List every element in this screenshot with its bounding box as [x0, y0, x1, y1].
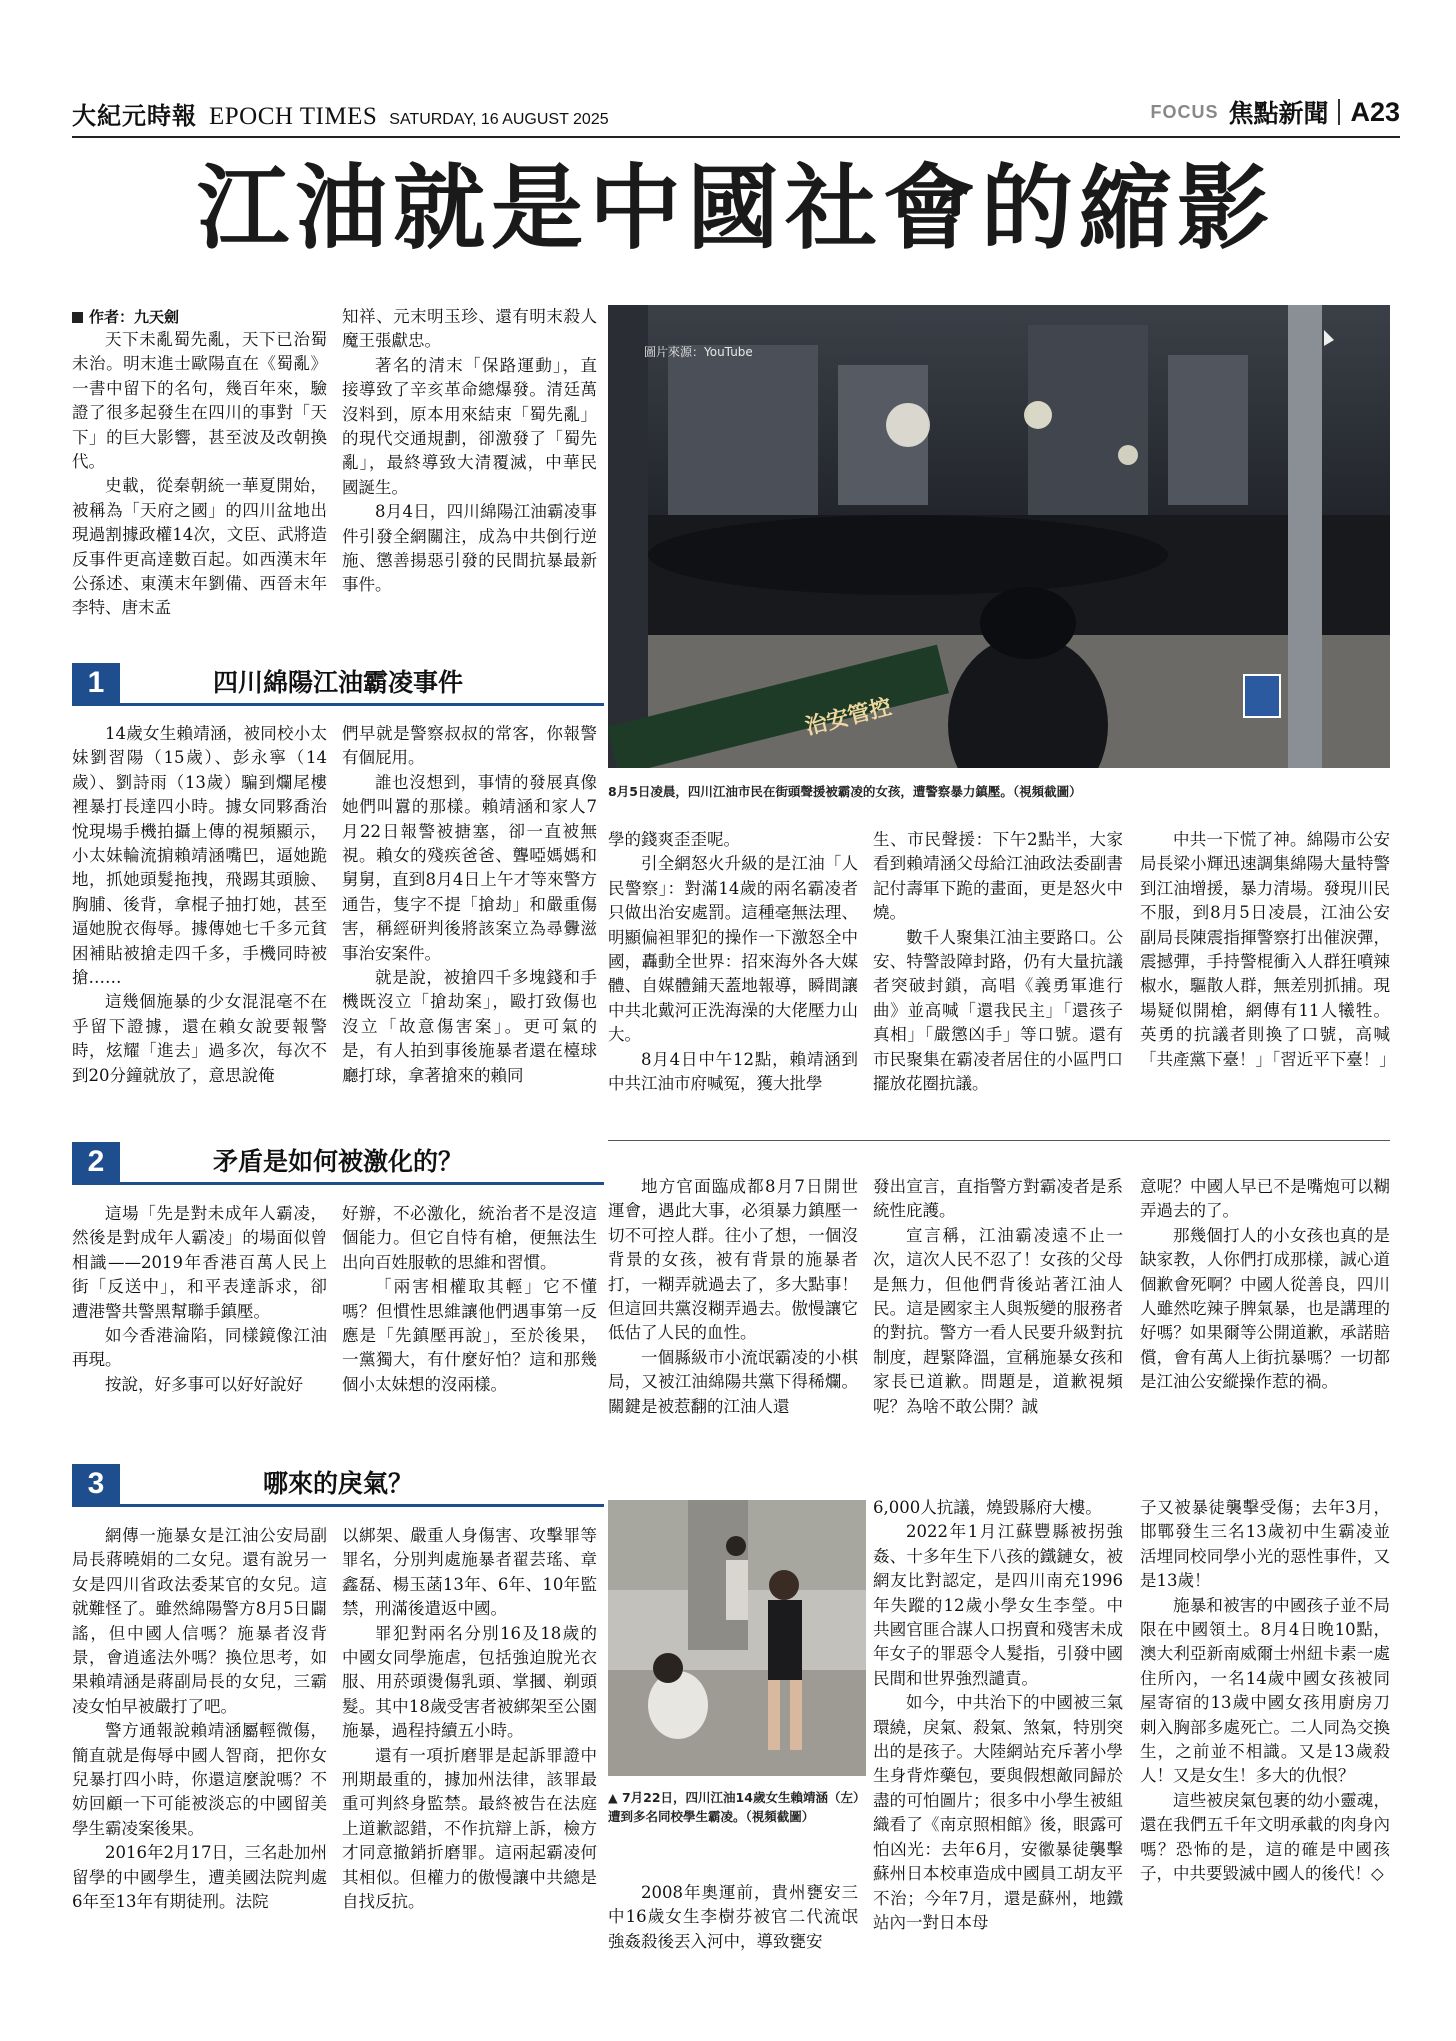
section-2-column-5	[1140, 1175, 1390, 1395]
paragraph: 8月4日中午12點，賴靖涵到中共江油市府喊冤，獲大批學	[608, 1049, 858, 1094]
paragraph: 如今香港淪陷，同樣鏡像江油再現。	[72, 1326, 327, 1370]
paragraph: 以綁架、嚴重人身傷害、攻擊罪等罪名，分別判處施暴者翟芸瑤、章鑫磊、楊玉菡13年、6年、10年監禁，刑滿後遣返中國。	[342, 1526, 597, 1619]
masthead-rule	[72, 136, 1400, 138]
section-1-column-3	[608, 828, 858, 1096]
paragraph: 知祥、元末明玉珍、還有明末殺人魔王張獻忠。	[342, 307, 597, 351]
section-3-column-5	[1140, 1496, 1390, 1887]
photo-caption: 8月5日凌晨，四川江油市民在街頭聲援被霸凌的女孩，遭警察暴力鎮壓。（視頻截圖）	[608, 784, 1082, 799]
divider-rule	[608, 1140, 1390, 1141]
paragraph: 按說，好多事可以好好說好	[105, 1374, 303, 1394]
paragraph: 史載，從秦朝統一華夏開始，被稱為「天府之國」的四川盆地出現過割據政權14次，文臣、武將造反事件更高達數百起。如西漢末年公孫述、東漢末年劉備、西晉末年李特、唐末孟	[72, 476, 327, 618]
paragraph: 罪犯對兩名分別16及18歲的中國女同學施虐，包括強迫脫光衣服、用菸頭燙傷乳頭、掌摑、剃頭髮。其中18歲受害者被綁架至公園施暴，過程持續五小時。	[342, 1623, 597, 1741]
section-number: 2	[72, 1142, 120, 1182]
paragraph: 如今，中共治下的中國被三氣環繞，戾氣、殺氣、煞氣，特別突出的是孩子。大陸網站充斥著小學生身背炸藥包，要與假想敵同歸於盡的可怕圖片；很多中小學生被組織看了《南京照相館》後，眼露可怕凶光：去年6月，安徽暴徒襲擊蘇州日本校車造成中國員工胡友平不治；今年7月，還是蘇州，地鐵站內一對日本母	[873, 1693, 1123, 1932]
paragraph: 這場「先是對未成年人霸凌，然後是對成年人霸凌」的場面似曾相識——2019年香港百萬人民上街「反送中」，和平表達訴求，卻遭港警共警黑幫聯手鎮壓。	[72, 1204, 327, 1321]
section-title: 哪來的戾氣？	[262, 1469, 413, 1498]
section-title: 矛盾是如何被激化的？	[212, 1147, 463, 1176]
paragraph: 子又被暴徒襲擊受傷；去年3月，邯鄲發生三名13歲初中生霸凌並活埋同校同學小光的惡性事件，又是13歲！	[1140, 1498, 1390, 1591]
section-number: 3	[72, 1464, 120, 1504]
masthead-name-en: EPOCH TIMES	[209, 103, 378, 130]
header-divider	[1338, 99, 1340, 125]
photo-sign-text: 治安管控	[802, 694, 895, 741]
bullying-photo-art	[608, 1500, 866, 1776]
paragraph: 施暴和被害的中國孩子並不局限在中國領土。8月4日晚10點，澳大利亞新南威爾士州紐卡素一處住所內，一名14歲中國女孩被同屋寄宿的13歲中國女孩用廚房刀刺入胸部多處死亡。二人同為交換生，之前並不相識。又是13歲殺人！又是女生！多大的仇恨？	[1140, 1595, 1390, 1786]
protest-photo-art	[608, 305, 1390, 768]
headline: 江油就是中國社會的縮影	[196, 154, 1275, 262]
paragraph: 這些被戾氣包裹的幼小靈魂，還在我們五千年文明承載的肉身內嗎？恐怖的是，這的確是中國孩子，中共要毀滅中國人的後代！◇	[1140, 1790, 1390, 1884]
photo-caption-2: ▲ 7月22日，四川江油14歲女生賴靖涵（左）遭到多名同校學生霸凌。（視頻截圖）	[608, 1790, 866, 1824]
photo-source: 圖片來源：YouTube	[644, 345, 753, 359]
paragraph: 2022年1月江蘇豐縣被拐強姦、十多年生下八孩的鐵鏈女，被網友比對認定，是四川南充1996年失蹤的12歲小學女生李瑩。中共國官匪合謀人口拐賣和殘害未成年女子的罪惡令人髮指，引發中國民間和世界強烈譴責。	[873, 1522, 1123, 1688]
masthead-date: SATURDAY, 16 AUGUST 2025	[389, 111, 609, 128]
paragraph: 著名的清末「保路運動」，直接導致了辛亥革命總爆發。清廷萬沒料到，原本用來結束「蜀先亂」的現代交通規劃，卻激發了「蜀先亂」，最終導致大清覆滅，中華民國誕生。	[342, 355, 597, 497]
paragraph: 網傳一施暴女是江油公安局副局長蔣曉娟的二女兒。還有說另一女是四川省政法委某官的女兒。這就難怪了。雖然綿陽警方8月5日闢謠，但中國人信嗎？施暴者沒背景，會逍遙法外嗎？換位思考，如果賴靖涵是蔣副局長的女兒，三霸凌女怕早被嚴打了吧。	[72, 1526, 327, 1716]
paragraph: 「兩害相權取其輕」它不懂嗎？但慣性思維讓他們遇事第一反應是「先鎮壓再說」，至於後果，一黨獨大，有什麼好怕？這和那幾個小太妹想的沒兩樣。	[342, 1277, 597, 1394]
paragraph: 2016年2月17日，三名赴加州留學的中國學生，遭美國法院判處6年至13年有期徒刑。法院	[72, 1843, 327, 1912]
masthead-name-cn: 大紀元時報	[72, 101, 197, 130]
bullying-photo	[608, 1500, 866, 1776]
section-2-heading	[72, 1142, 604, 1185]
section-3-column-4	[873, 1496, 1123, 1935]
paragraph: 這幾個施暴的少女混混毫不在乎留下證據，還在賴女說要報警時，炫耀「進去」過多次，每次不到20分鐘就放了，意思說俺	[72, 992, 327, 1085]
section-2-column-3	[608, 1175, 858, 1419]
page-number: A23	[1350, 96, 1400, 127]
paragraph: 還有一項折磨罪是起訴罪證中刑期最重的，據加州法律，該罪最重可判終身監禁。最終被告在法庭上道歉認錯，不作抗辯上訴，檢方才同意撤銷折磨罪。這兩起霸凌何其相似。但權力的傲慢讓中共總是自找反抗。	[342, 1745, 597, 1912]
masthead	[72, 96, 609, 130]
paragraph: 學的錢爽歪歪呢。	[608, 830, 740, 849]
paragraph: 好辦，不必激化，統治者不是沒這個能力。但它自恃有槍，便無法生出向百姓服軟的思維和習慣。	[342, 1204, 597, 1272]
section-name: 焦點新聞	[1228, 99, 1329, 128]
section-3-heading	[72, 1464, 604, 1507]
paragraph: 8月4日，四川綿陽江油霸凌事件引發全網關注，成為中共倒行逆施、懲善揚惡引發的民間抗暴最新事件。	[342, 502, 597, 595]
paragraph: 宣言稱，江油霸凌遠不止一次，這次人民不忍了！女孩的父母是無力，但他們背後站著江油人民。這是國家主人與叛變的服務者的對抗。警方一看人民要升級對抗制度，趕緊降溫，宣稱施暴女孩和家長已道歉。問題是，道歉視頻呢？為啥不敢公開？誠	[873, 1225, 1123, 1416]
paragraph: 發出宣言，直指警方對霸凌者是系統性庇護。	[873, 1177, 1123, 1221]
paragraph: 2008年奧運前，貴州甕安三中16歲女生李樹芬被官二代流氓強姦殺後丟入河中，導致甕安	[608, 1883, 858, 1951]
paragraph: 們早就是警察叔叔的常客，你報警有個屁用。	[342, 724, 597, 768]
paragraph: 14歲女生賴靖涵，被同校小太妹劉習陽（15歲）、彭永寧（14歲）、劉詩雨（13歲）騙到爛尾樓裡暴打長達四小時。據女同夥喬治悅現場手機拍攝上傳的視頻顯示，小太妹輪流掮賴靖涵嘴巴，逼她跪地，抓她頭髮拖拽，飛踢其頭臉、胸脯、後背，拿棍子抽打她，甚至逼她脫衣侮辱。據傳她七千多元貧困補貼被搶走四千多，手機同時被搶……	[72, 724, 327, 988]
paragraph: 天下未亂蜀先亂，天下已治蜀未治。明末進士歐陽直在《蜀亂》一書中留下的名句，幾百年來，驗證了很多起發生在四川的事對「天下」的巨大影響，甚至波及改朝換代。	[72, 330, 327, 472]
protest-photo	[608, 305, 1390, 768]
section-3-column-2	[342, 1524, 597, 1915]
byline	[72, 306, 179, 327]
paragraph: 引全網怒火升級的是江油「人民警察」：對滿14歲的兩名霸凌者只做出治安處罰。這種毫無法理、明顯偏袒罪犯的操作一下激怒全中國，轟動全世界：招來海外各大媒體、自媒體鋪天蓋地報導，瞬間讓中共北戴河正洗海澡的大佬壓力山大。	[608, 854, 858, 1045]
paragraph: 一個縣級市小流氓霸凌的小棋局，又被江油綿陽共黨下得稀爛。關鍵是被惹翻的江油人還	[608, 1347, 858, 1416]
paragraph: 就是說，被搶四千多塊錢和手機既沒立「搶劫案」，毆打致傷也沒立「故意傷害案」。更可氣的是，有人拍到事後施暴者還在檯球廳打球，拿著搶來的賴同	[342, 968, 597, 1085]
section-title: 四川綿陽江油霸凌事件	[212, 668, 463, 697]
paragraph: 6,000人抗議，燒毀縣府大樓。	[873, 1498, 1102, 1517]
byline-square-icon	[72, 312, 83, 323]
section-2-column-2	[342, 1202, 597, 1397]
section-3-column-3	[608, 1881, 858, 1954]
section-1-column-1	[72, 722, 327, 1088]
byline-text: 作者：九天劍	[89, 308, 180, 326]
section-3-column-1	[72, 1524, 327, 1915]
section-1-column-2	[342, 722, 597, 1088]
paragraph: 那幾個打人的小女孩也真的是缺家教，人你們打成那樣，誠心道個歉會死啊？中國人從善良，四川人雖然吃辣子脾氣暴，也是講理的好嗎？如果爾等公開道歉，承諾賠償，會有萬人上街抗暴嗎？一切都是江油公安縱操作惹的禍。	[1140, 1225, 1390, 1392]
paragraph: 地方官面臨成都8月7日開世運會，遇此大事，必須暴力鎮壓一切不可控人群。往小了想，一個沒背景的女孩，被有背景的施暴者打，一糊弄就過去了，多大點事！但這回共黨沒糊弄過去。傲慢讓它低估了人民的血性。	[608, 1177, 858, 1343]
section-number: 1	[72, 663, 120, 703]
focus-label: FOCUS	[1150, 101, 1219, 122]
intro-column-1	[72, 328, 327, 621]
paragraph: 警方通報說賴靖涵屬輕微傷，簡直就是侮辱中國人智商，把你女兒暴打四小時，你還這麼說嗎？不妨回顧一下可能被淡忘的中國留美學生霸凌案後果。	[72, 1721, 327, 1838]
section-header	[1150, 94, 1400, 130]
section-2-column-1	[72, 1202, 327, 1397]
section-1-column-5	[1140, 828, 1396, 1072]
paragraph: 數千人聚集江油主要路口。公安、特警設障封路，仍有大量抗議者突破封鎖，高唱《義勇軍進行曲》並高喊「還我民主」「還孩子真相」「嚴懲凶手」等口號。還有市民聚集在霸凌者居住的小區門口擺放花圈抗議。	[873, 927, 1123, 1094]
paragraph: 生、市民聲援：下午2點半，大家看到賴靖涵父母給江油政法委副書記付壽軍下跪的畫面，更是怒火中燒。	[873, 830, 1123, 923]
paragraph: 誰也沒想到，事情的發展真像她們叫囂的那樣。賴靖涵和家人7月22日報警被搪塞，卻一直被無視。賴女的殘疾爸爸、聾啞媽媽和舅舅，直到8月4日上午才等來警方通告，隻字不提「搶劫」和嚴重傷害，稱經研判後將該案立為尋釁滋事治安案件。	[342, 772, 597, 963]
section-1-heading	[72, 663, 604, 706]
paragraph: 意呢？中國人早已不是嘴炮可以糊弄過去的了。	[1140, 1177, 1390, 1221]
section-1-column-4	[873, 828, 1123, 1096]
intro-column-2	[342, 305, 597, 598]
section-2-column-4	[873, 1175, 1123, 1419]
paragraph: 中共一下慌了神。綿陽市公安局長梁小輝迅速調集綿陽大量特警到江油增援，暴力清場。發現川民不服，到8月5日凌晨，江油公安副局長陳震指揮警察打出催淚彈，震撼彈，手持警棍衝入人群狂噴辣椒水，驅散人群，無差別抓捕。現場疑似開槍，網傳有11人犧牲。英勇的抗議者則換了口號，高喊「共產黨下臺！」「習近平下臺！」	[1140, 830, 1396, 1069]
